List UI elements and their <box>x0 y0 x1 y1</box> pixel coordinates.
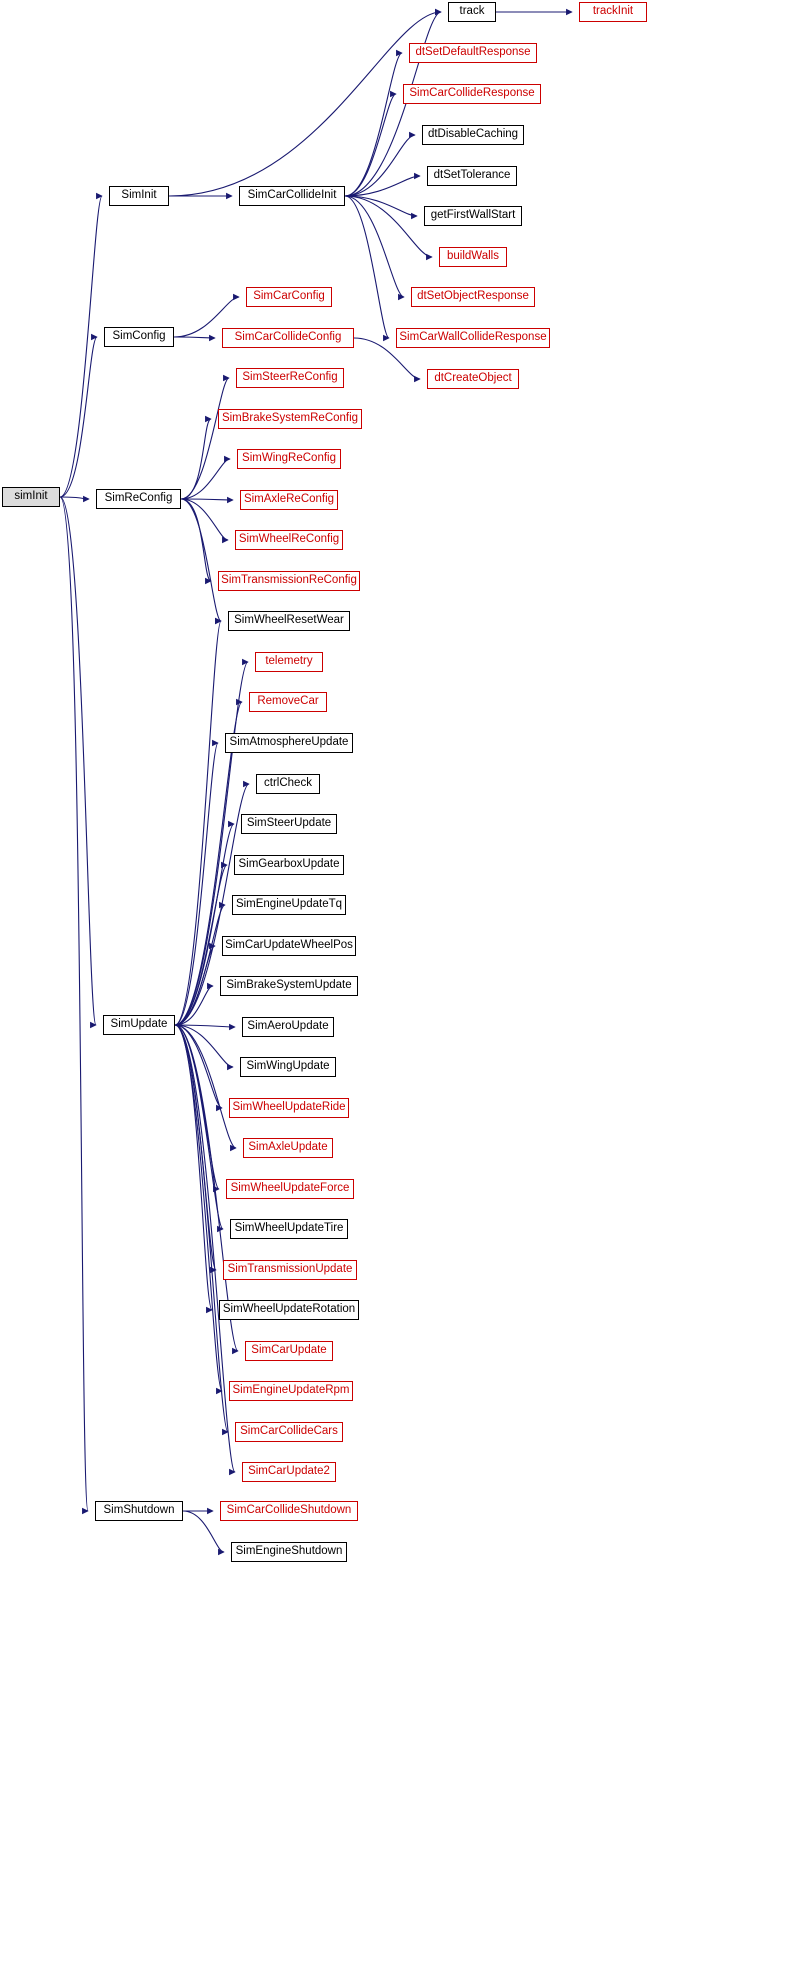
graph-node-SimAtmosphereUpdate[interactable] <box>225 733 353 753</box>
graph-node-SimCarConfig[interactable] <box>246 287 332 307</box>
graph-node-trackInit[interactable] <box>579 2 647 22</box>
graph-node-SimInit[interactable] <box>109 186 169 206</box>
graph-edge <box>175 662 248 1025</box>
graph-node-label: SimSteerReConfig <box>242 371 338 384</box>
graph-node-label: SimWheelUpdateRotation <box>222 1303 356 1316</box>
graph-node-label: SimEngineUpdateRpm <box>232 1384 350 1397</box>
graph-node-SimCarCollideCars[interactable] <box>235 1422 343 1442</box>
graph-node-SimCarCollideInit[interactable] <box>239 186 345 206</box>
graph-edge <box>181 499 211 581</box>
graph-edge <box>60 497 96 1025</box>
graph-edge <box>174 337 215 338</box>
graph-node-SimShutdown[interactable] <box>95 1501 183 1521</box>
graph-node-label: SimCarWallCollideResponse <box>399 331 547 344</box>
graph-node-dtSetDefaultResponse[interactable] <box>409 43 537 63</box>
graph-node-label: trackInit <box>592 5 634 18</box>
graph-node-SimAxleUpdate[interactable] <box>243 1138 333 1158</box>
graph-edge <box>345 196 432 257</box>
graph-node-SimTransmissionUpdate[interactable] <box>223 1260 357 1280</box>
graph-node-telemetry[interactable] <box>255 652 323 672</box>
graph-node-dtDisableCaching[interactable] <box>422 125 524 145</box>
graph-edge <box>175 1025 222 1391</box>
graph-edge <box>175 621 221 1025</box>
graph-edge <box>345 196 417 216</box>
graph-node-SimEngineUpdateRpm[interactable] <box>229 1381 353 1401</box>
graph-edge <box>345 53 402 196</box>
graph-node-label: dtSetTolerance <box>433 169 511 182</box>
graph-node-label: SimUpdate <box>110 1018 168 1031</box>
graph-node-SimWheelUpdateRide[interactable] <box>229 1098 349 1118</box>
graph-edge <box>345 94 396 196</box>
graph-node-label: simInit <box>14 490 48 503</box>
graph-edge <box>175 743 218 1025</box>
graph-node-SimConfig[interactable] <box>104 327 174 347</box>
graph-node-SimCarCollideResponse[interactable] <box>403 84 541 104</box>
graph-node-SimWingReConfig[interactable] <box>237 449 341 469</box>
graph-edge <box>181 499 228 540</box>
graph-node-SimCarUpdate[interactable] <box>245 1341 333 1361</box>
graph-node-simInit[interactable] <box>2 487 60 507</box>
graph-node-SimWingUpdate[interactable] <box>240 1057 336 1077</box>
graph-node-buildWalls[interactable] <box>439 247 507 267</box>
graph-node-SimWheelResetWear[interactable] <box>228 611 350 631</box>
graph-node-getFirstWallStart[interactable] <box>424 206 522 226</box>
graph-node-label: SimCarConfig <box>253 290 325 303</box>
graph-node-SimSteerReConfig[interactable] <box>236 368 344 388</box>
graph-node-SimAeroUpdate[interactable] <box>242 1017 334 1037</box>
graph-node-ctrlCheck[interactable] <box>256 774 320 794</box>
graph-edge <box>175 1025 222 1108</box>
graph-edge <box>175 1025 216 1270</box>
graph-node-label: SimAxleReConfig <box>243 493 335 506</box>
graph-node-label: SimWingUpdate <box>246 1060 330 1073</box>
graph-node-label: SimTransmissionReConfig <box>221 574 357 587</box>
graph-edge <box>60 497 88 1511</box>
graph-node-RemoveCar[interactable] <box>249 692 327 712</box>
graph-edge <box>345 135 415 196</box>
graph-node-label: SimCarUpdate2 <box>248 1465 330 1478</box>
graph-node-label: SimBrakeSystemUpdate <box>226 979 352 992</box>
graph-node-label: SimWingReConfig <box>242 452 336 465</box>
graph-node-label: track <box>459 5 485 18</box>
graph-edge <box>345 176 420 196</box>
graph-node-SimCarWallCollideResponse[interactable] <box>396 328 550 348</box>
graph-node-label: SimCarCollideConfig <box>234 331 342 344</box>
graph-edge <box>345 196 389 338</box>
graph-node-label: SimCarUpdateWheelPos <box>225 939 353 952</box>
graph-edge <box>175 1025 235 1472</box>
graph-node-label: dtDisableCaching <box>427 128 519 141</box>
graph-node-dtSetObjectResponse[interactable] <box>411 287 535 307</box>
graph-edge <box>175 1025 233 1067</box>
graph-edge <box>345 196 404 297</box>
graph-node-label: SimTransmissionUpdate <box>227 1263 353 1276</box>
graph-edge <box>181 378 229 499</box>
graph-node-SimCarCollideShutdown[interactable] <box>220 1501 358 1521</box>
graph-node-dtSetTolerance[interactable] <box>427 166 517 186</box>
graph-node-SimCarUpdateWheelPos[interactable] <box>222 936 356 956</box>
graph-node-label: SimWheelReConfig <box>238 533 340 546</box>
graph-node-label: SimGearboxUpdate <box>238 858 340 871</box>
graph-node-SimBrakeSystemReConfig[interactable] <box>218 409 362 429</box>
graph-node-label: SimConfig <box>112 330 166 343</box>
graph-edge <box>175 865 227 1025</box>
graph-node-label: SimShutdown <box>103 1504 175 1517</box>
graph-node-label: ctrlCheck <box>264 777 312 790</box>
graph-node-track[interactable] <box>448 2 496 22</box>
graph-node-label: SimInit <box>121 189 157 202</box>
graph-node-label: SimBrakeSystemReConfig <box>221 412 359 425</box>
graph-edge <box>183 1511 224 1552</box>
graph-node-label: SimCarCollideResponse <box>409 87 535 100</box>
graph-node-label: SimCarCollideInit <box>247 189 337 202</box>
graph-node-label: SimCarUpdate <box>251 1344 327 1357</box>
graph-node-label: getFirstWallStart <box>430 209 516 222</box>
graph-node-label: SimCarCollideCars <box>240 1425 338 1438</box>
graph-edge <box>175 1025 223 1229</box>
graph-edge <box>60 196 102 497</box>
graph-node-label: telemetry <box>265 655 313 668</box>
graph-node-SimWheelReConfig[interactable] <box>235 530 343 550</box>
graph-edge <box>175 905 225 1025</box>
graph-node-label: SimAxleUpdate <box>248 1141 328 1154</box>
graph-node-label: RemoveCar <box>257 695 319 708</box>
graph-node-dtCreateObject[interactable] <box>427 369 519 389</box>
graph-node-label: dtSetObjectResponse <box>417 290 529 303</box>
graph-node-label: SimWheelUpdateRide <box>232 1101 346 1114</box>
graph-node-label: SimEngineUpdateTq <box>235 898 343 911</box>
graph-node-label: SimAtmosphereUpdate <box>229 736 349 749</box>
graph-node-SimReConfig[interactable] <box>96 489 181 509</box>
graph-node-label: buildWalls <box>447 250 499 263</box>
graph-edge <box>181 459 230 499</box>
graph-node-label: SimEngineShutdown <box>235 1545 343 1558</box>
graph-edge <box>181 499 221 621</box>
graph-node-SimUpdate[interactable] <box>103 1015 175 1035</box>
graph-node-SimTransmissionReConfig[interactable] <box>218 571 360 591</box>
graph-edge <box>169 12 441 196</box>
graph-edge <box>175 1025 235 1027</box>
graph-edge <box>175 986 213 1025</box>
graph-node-SimCarCollideConfig[interactable] <box>222 328 354 348</box>
graph-node-label: dtSetDefaultResponse <box>415 46 531 59</box>
graph-node-SimEngineUpdateTq[interactable] <box>232 895 346 915</box>
graph-edge <box>181 419 211 499</box>
graph-edge <box>60 337 97 497</box>
graph-node-SimGearboxUpdate[interactable] <box>234 855 344 875</box>
graph-edge <box>181 499 233 500</box>
graph-node-SimCarUpdate2[interactable] <box>242 1462 336 1482</box>
graph-edge <box>175 1025 228 1432</box>
graph-edge <box>175 1025 219 1189</box>
graph-node-SimBrakeSystemUpdate[interactable] <box>220 976 358 996</box>
graph-edge <box>175 946 215 1025</box>
graph-edge <box>175 1025 236 1148</box>
graph-node-label: SimSteerUpdate <box>246 817 332 830</box>
graph-node-label: SimWheelUpdateTire <box>234 1222 344 1235</box>
graph-node-label: SimWheelUpdateForce <box>230 1182 350 1195</box>
graph-node-label: SimReConfig <box>104 492 173 505</box>
graph-edge <box>60 497 89 499</box>
graph-edge <box>175 1025 212 1310</box>
graph-node-label: dtCreateObject <box>434 372 512 385</box>
graph-node-SimWheelUpdateForce[interactable] <box>226 1179 354 1199</box>
graph-node-label: SimWheelResetWear <box>234 614 344 627</box>
graph-node-SimWheelUpdateTire[interactable] <box>230 1219 348 1239</box>
graph-node-SimWheelUpdateRotation[interactable] <box>219 1300 359 1320</box>
graph-node-SimEngineShutdown[interactable] <box>231 1542 347 1562</box>
graph-node-SimSteerUpdate[interactable] <box>241 814 337 834</box>
graph-node-label: SimAeroUpdate <box>247 1020 329 1033</box>
graph-node-label: SimCarCollideShutdown <box>226 1504 352 1517</box>
graph-node-SimAxleReConfig[interactable] <box>240 490 338 510</box>
